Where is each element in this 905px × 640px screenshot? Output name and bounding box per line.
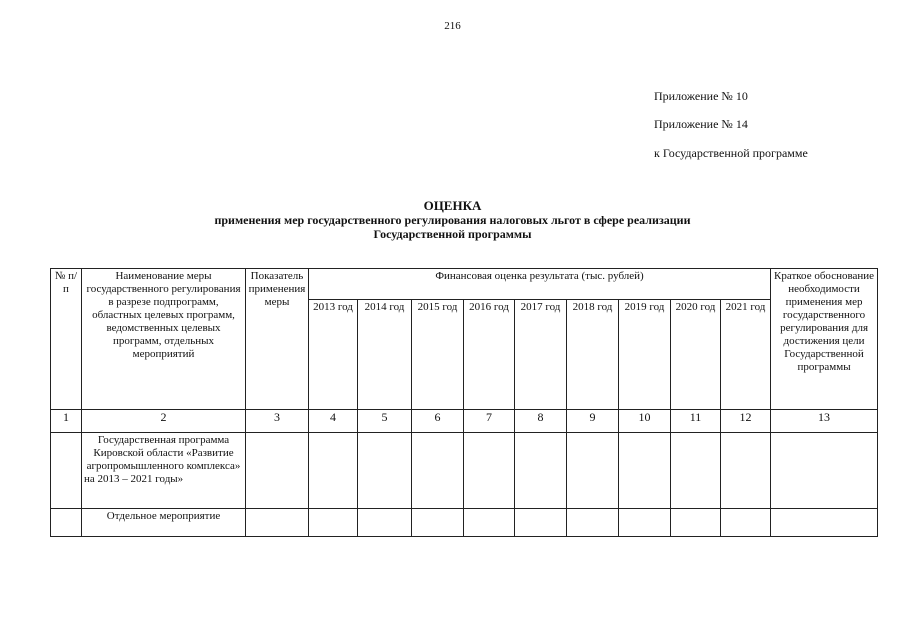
header-year: 2020 год [671,300,721,410]
header-name: Наименование меры государственного регулирования в разрезе подпрограмм, областных целевых программ, ведомственных целевых программ, отдельных мероприятий [82,269,246,410]
column-number: 9 [567,410,619,433]
table-cell [567,433,619,509]
table-cell [771,433,878,509]
title-main: ОЦЕНКА [423,198,482,213]
title-line-3: Государственной программы [373,227,532,241]
table-cell [412,433,464,509]
column-number: 8 [515,410,567,433]
row-name-cell: Государственная программа Кировской области «Развитие агропромышленного комплекса» на 2013 – 2021 годы» [82,433,246,509]
column-number-row [51,410,878,433]
table-row [51,433,878,509]
table-cell [51,509,82,537]
header-year: 2016 год [464,300,515,410]
header-row-1 [51,269,878,300]
header-year: 2021 год [721,300,771,410]
table-cell [671,509,721,537]
table-cell [51,433,82,509]
column-number: 1 [51,410,82,433]
table-cell [721,433,771,509]
column-number: 3 [246,410,309,433]
table-cell [358,509,412,537]
header-financial: Финансовая оценка результата (тыс. рублей) [309,269,771,300]
table-cell [464,433,515,509]
table-cell [412,509,464,537]
annex-line-2: Приложение № 14 [654,117,748,131]
column-number: 2 [82,410,246,433]
header-indicator: Показатель применения меры [246,269,309,410]
table-cell [515,509,567,537]
table-cell [309,509,358,537]
annex-line-1: Приложение № 10 [654,89,748,103]
table-cell [567,509,619,537]
page-number: 216 [444,20,461,32]
header-year: 2014 год [358,300,412,410]
header-justification: Краткое обоснование необходимости применения мер государственного регулирования для достижения цели Государственной программы [771,269,878,410]
column-number: 10 [619,410,671,433]
annex-line-3: к Государственной программе [654,146,808,160]
table-cell [515,433,567,509]
column-number: 6 [412,410,464,433]
table-cell [619,433,671,509]
header-year: 2018 год [567,300,619,410]
column-number: 11 [671,410,721,433]
header-year: 2017 год [515,300,567,410]
header-year: 2019 год [619,300,671,410]
assessment-table [50,268,878,537]
column-number: 7 [464,410,515,433]
table-cell [671,433,721,509]
header-num: № п/п [51,269,82,410]
document-title [0,199,905,241]
table-cell [771,509,878,537]
table-row [51,509,878,537]
header-year: 2013 год [309,300,358,410]
column-number: 13 [771,410,878,433]
table-cell [246,433,309,509]
table-cell [721,509,771,537]
table-cell [619,509,671,537]
table-cell [464,509,515,537]
table-cell [246,509,309,537]
table-cell [358,433,412,509]
table-cell [309,433,358,509]
row-name-cell: Отдельное мероприятие [82,509,246,537]
header-year: 2015 год [412,300,464,410]
column-number: 5 [358,410,412,433]
column-number: 4 [309,410,358,433]
column-number: 12 [721,410,771,433]
title-line-2: применения мер государственного регулирования налоговых льгот в сфере реализации [214,213,691,227]
